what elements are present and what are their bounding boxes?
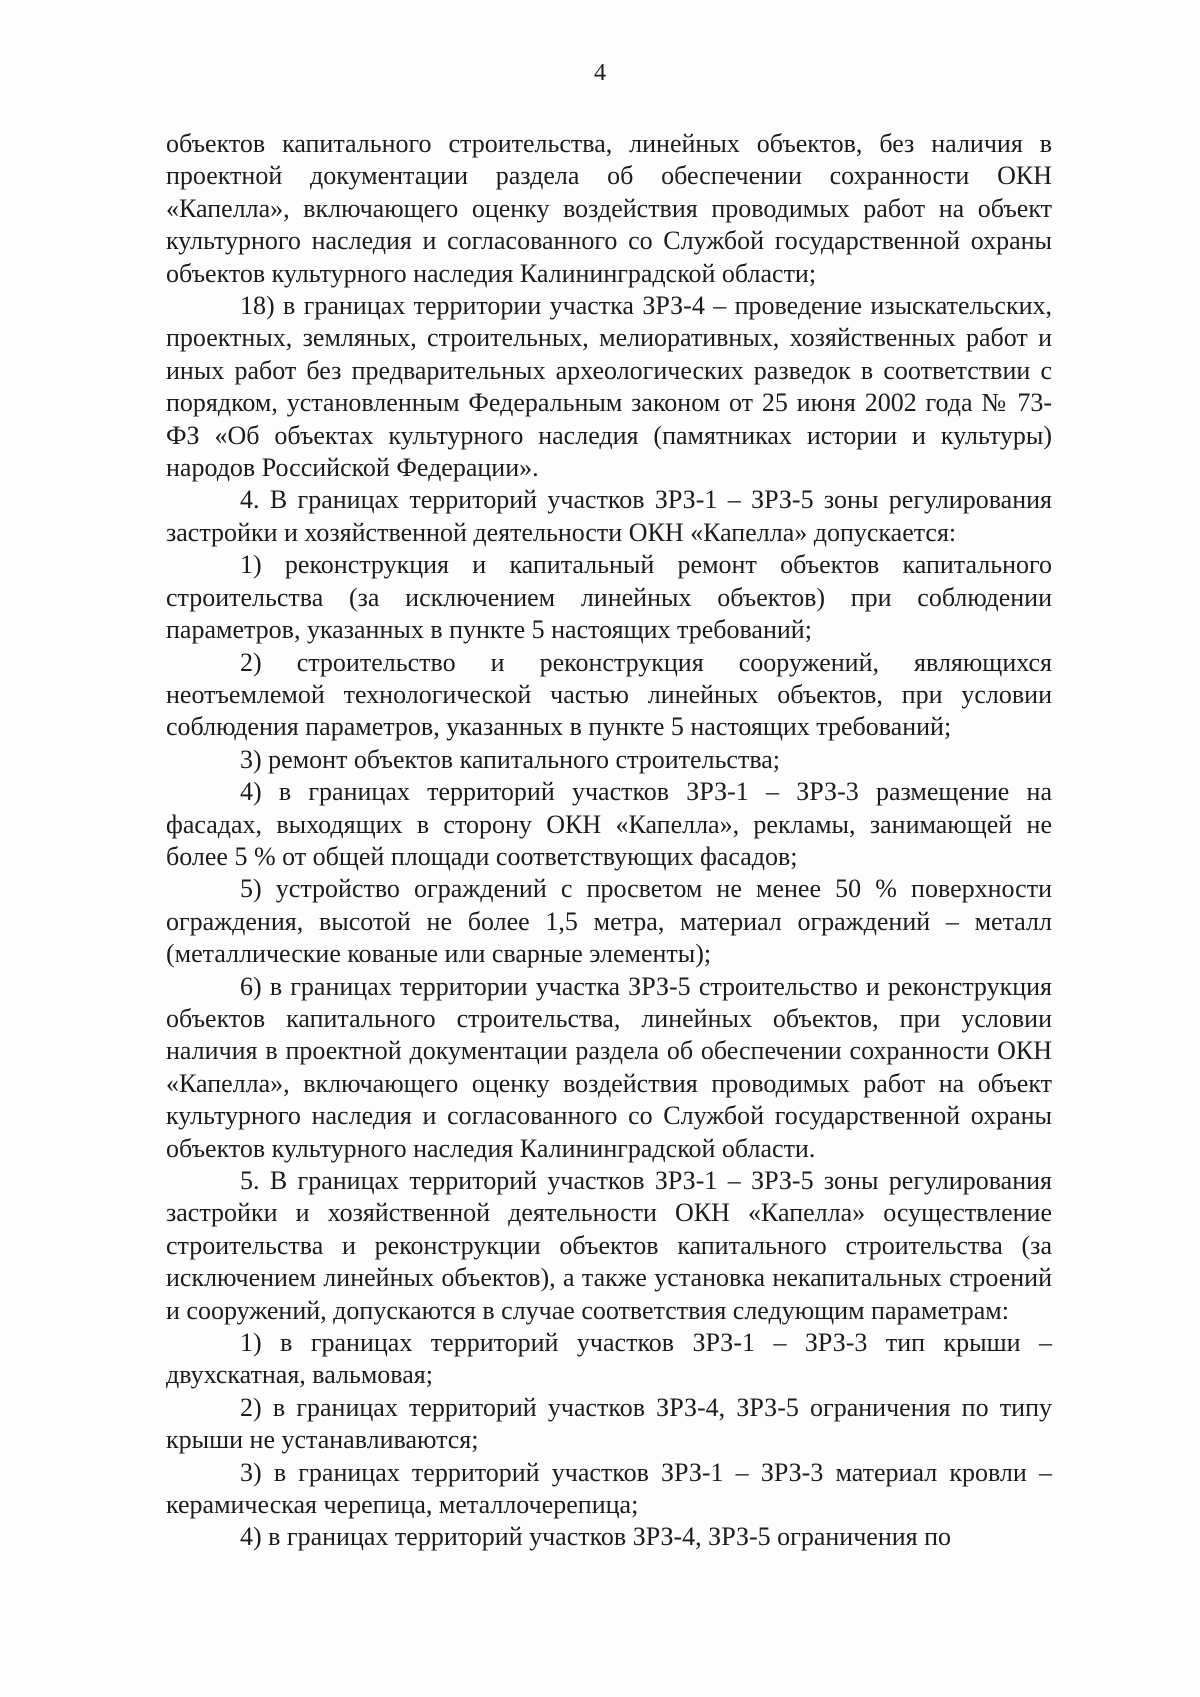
paragraph-4-item-3: 3) ремонт объектов капитального строительства; xyxy=(240,744,781,774)
page-number: 4 xyxy=(594,60,606,86)
paragraph-4-item-4: 4) в границах территорий участков ЗРЗ-1 – ЗРЗ-3 размещение на фасадах, выходящих в сторону ОКН «Капелла», рекламы, занимающей не более 5 % от общей площади соответствующих фасадов; xyxy=(166,777,1052,871)
paragraph-5-item-1: 1) в границах территорий участков ЗРЗ-1 – ЗРЗ-3 тип крыши – двухскатная, вальмовая; xyxy=(166,1328,1052,1390)
paragraph-4-item-6: 6) в границах территории участка ЗРЗ-5 строительство и реконструкция объектов капитального строительства, линейных объектов, при условии наличия в проектной документации раздела об обеспечении сохранности ОКН «Капелла», включающего оценку воздействия проводимых работ на объект культурного наследия и согласованного со Службой государственной охраны объектов культурного наследия Калининградской области. xyxy=(166,971,1052,1163)
paragraph-4-item-2: 2) строительство и реконструкция сооружений, являющихся неотъемлемой технологической частью линейных объектов, при условии соблюдения параметров, указанных в пункте 5 настоящих требований; xyxy=(166,647,1052,742)
document-body xyxy=(166,128,1052,1554)
paragraph-continuation: объектов капитального строительства, линейных объектов, без наличия в проектной документации раздела об обеспечении сохранности ОКН «Капелла», включающего оценку воздействия проводимых работ на объект культурного наследия и согласованного со Службой государственной охраны объектов культурного наследия Калининградской области; xyxy=(166,129,1052,288)
paragraph-4-item-1: 1) реконструкция и капитальный ремонт объектов капитального строительства (за исключением линейных объектов) при соблюдении параметров, указанных в пункте 5 настоящих требований; xyxy=(166,550,1052,645)
paragraph-4-item-5: 5) устройство ограждений с просветом не менее 50 % поверхности ограждения, высотой не более 1,5 метра, материал ограждений – металл (металлические кованые или сварные элементы); xyxy=(166,874,1052,969)
paragraph-5-item-3: 3) в границах территорий участков ЗРЗ-1 – ЗРЗ-3 материал кровли – керамическая черепица, металлочерепица; xyxy=(166,1457,1052,1520)
paragraph-item-18: 18) в границах территории участка ЗРЗ-4 – проведение изыскательских, проектных, земляных, строительных, мелиоративных, хозяйственных работ и иных работ без предварительных археологических разведок в соответствии с порядком, установленным Федеральным законом от 25 июня 2002 года № 73-ФЗ «Об объектах культурного наследия (памятниках истории и культуры) народов Российской Федерации». xyxy=(166,291,1052,483)
paragraph-5-item-4: 4) в границах территорий участков ЗРЗ-4, ЗРЗ-5 ограничения по xyxy=(240,1522,952,1552)
paragraph-5-item-2: 2) в границах территорий участков ЗРЗ-4, ЗРЗ-5 ограничения по типу крыши не устанавливаются; xyxy=(166,1392,1052,1455)
paragraph-section-5: 5. В границах территорий участков ЗРЗ-1 – ЗРЗ-5 зоны регулирования застройки и хозяйственной деятельности ОКН «Капелла» осуществление строительства и реконструкции объектов капитального строительства (за исключением линейных объектов), а также установка некапитальных строений и сооружений, допускаются в случае соответствия следующим параметрам: xyxy=(166,1166,1052,1325)
paragraph-section-4: 4. В границах территорий участков ЗРЗ-1 – ЗРЗ-5 зоны регулирования застройки и хозяйственной деятельности ОКН «Капелла» допускается: xyxy=(166,485,1052,547)
